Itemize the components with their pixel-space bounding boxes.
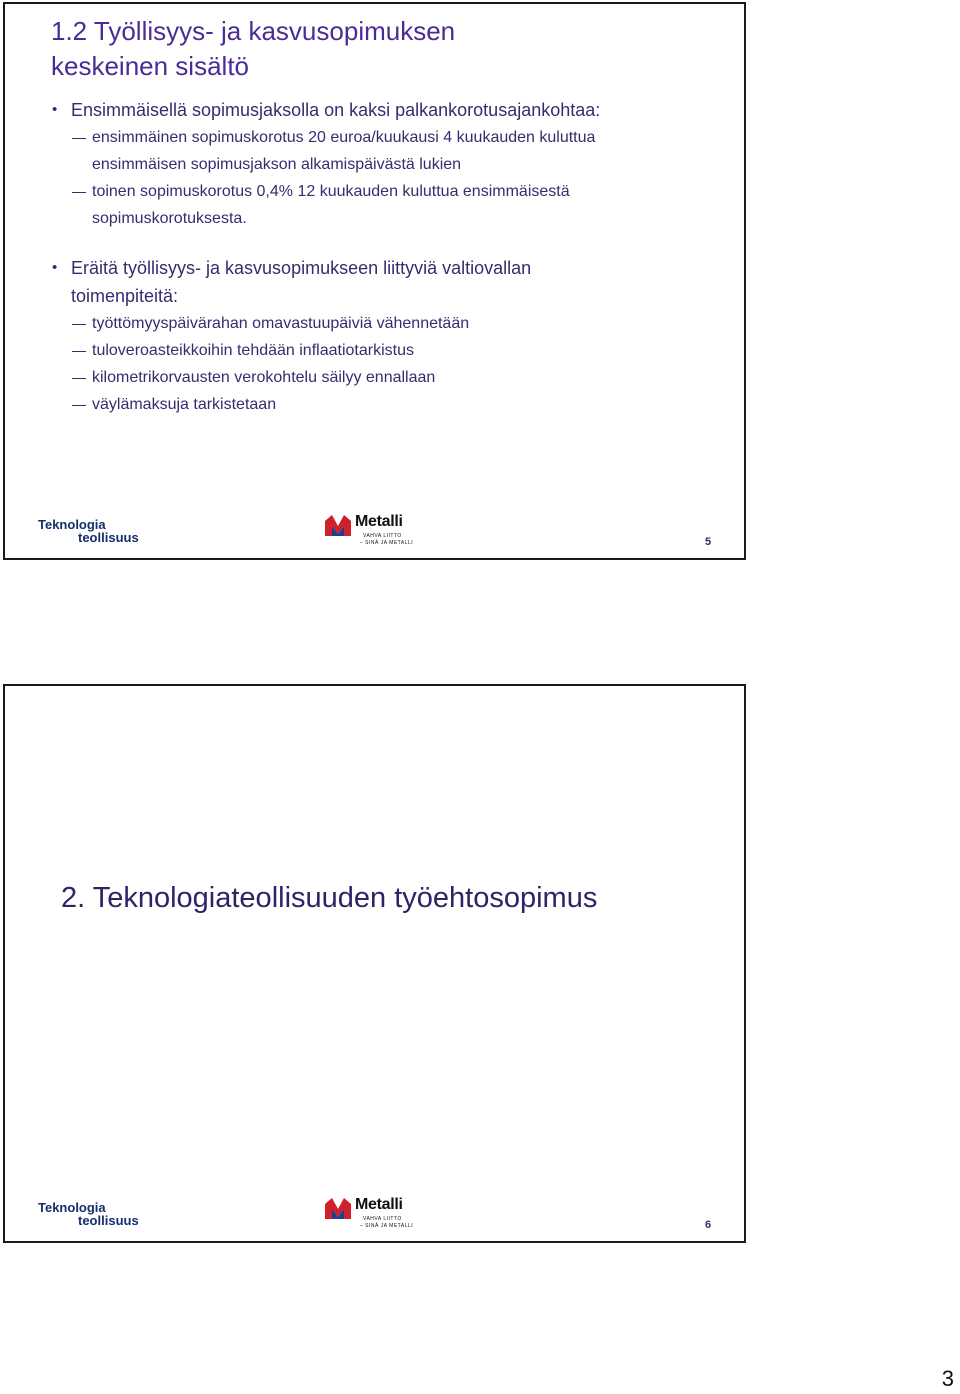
section-title: 2. Teknologiateollisuuden työehtosopimus [61,882,598,914]
slide-footer [5,1193,744,1233]
sub-bullet-line: sopimuskorotuksesta. [92,210,247,227]
metalli-logo-slogan: – SINÄ JA METALLI [360,540,414,546]
metalli-logo-slogan: VAHVA LIITTO [363,1216,402,1222]
slide-title-line-1: 1.2 Työllisyys- ja kasvusopimuksen [51,16,456,46]
bullet-line: Eräitä työllisyys- ja kasvusopimukseen liittyviä valtiovallan [71,258,532,278]
sub-bullet-line: ensimmäinen sopimuskorotus 20 euroa/kuukausi 4 kuukauden kuluttua [92,129,596,146]
metalli-logo-name: Metalli [355,513,403,530]
slide-2 [3,684,746,1243]
metalli-emblem-icon [323,512,353,538]
slide-title-line-2: keskeinen sisältö [51,51,249,81]
bullet-line: toimenpiteitä: [71,286,179,306]
metalli-logo-slogan: VAHVA LIITTO [363,533,402,539]
slide-page-number: 6 [705,1219,712,1231]
slide-title [51,14,455,84]
document-page-number: 3 [941,1366,954,1391]
sub-bullet-item [5,124,745,178]
bullet-item [5,254,745,310]
bullet-item: • Ensimmäisellä sopimusjaksolla on kaksi palkankorotusajankohtaa: [5,96,745,124]
slide-page-number: 5 [705,536,712,548]
sub-bullet-item: työttömyyspäivärahan omavastuupäiviä vähennetään [5,310,745,337]
sub-bullet-item: väylämaksuja tarkistetaan [5,391,745,418]
sub-bullet-item: tuloveroasteikkoihin tehdään inflaatiotarkistus [5,337,745,364]
bullet-list [5,96,745,418]
sub-bullet-line: toinen sopimuskorotus 0,4% 12 kuukauden kuluttua ensimmäisestä [92,183,570,200]
sub-bullet-item [5,178,745,232]
slide-1 [3,2,746,560]
sub-bullet-line: ensimmäisen sopimusjakson alkamispäivästä lukien [92,156,462,173]
slide-footer [5,510,744,550]
teknologiateollisuus-logo: Teknologia teollisuus [38,517,139,545]
sub-bullet-item: kilometrikorvausten verokohtelu säilyy ennallaan [5,364,745,391]
metalli-emblem-icon [323,1195,353,1221]
teknologiateollisuus-logo: Teknologia teollisuus [38,1200,139,1228]
metalli-logo-slogan: – SINÄ JA METALLI [360,1223,414,1229]
metalli-logo-name: Metalli [355,1196,403,1213]
